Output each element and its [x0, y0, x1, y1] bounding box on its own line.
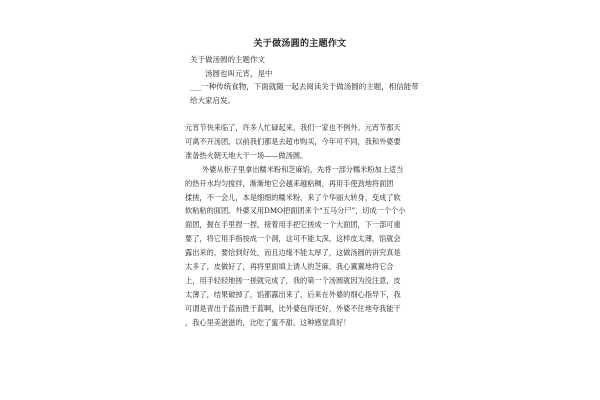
intro-line: 给大家启发。	[190, 95, 235, 105]
document-title: 关于做汤圆的主题作文	[253, 39, 347, 49]
intro-line: 汤圆也叫元宵，是中	[205, 68, 273, 78]
body-line: 准备热火朝天地大干一场——做汤圆。	[185, 150, 308, 160]
body-line: 揉搓，不一会儿，本是细细的糯米粉，来了个华丽大转身，变成了软	[185, 192, 401, 202]
body-line: 太多了，皮做好了，再将里面填上诱人的芝麻，我心翼翼地将它合	[185, 262, 394, 272]
body-line: 可谓是青出于蓝而胜于蓝啊，比外婆包得还好，外婆不住地夸我能干	[185, 303, 401, 313]
body-line: ，我心里美滋滋的，比吃了蜜不甜，这种感觉真好！	[185, 317, 351, 327]
essay-body	[185, 121, 429, 330]
body-line: 元宵节快来临了，许多人忙碌起来，我们一家也不例外。元宵节那天	[185, 123, 401, 132]
body-line: 要了，将它用手指按成一个洞，这可不能太深，这样皮太薄，馅就会	[185, 234, 401, 244]
body-line: 的热开水均匀搅拌，渐渐地它会越来越粘稠，再用手使劲地将面团	[185, 178, 394, 188]
body-line: 可离不开汤团，以前我们都是去超市购买，今年可不同，我和外婆要	[185, 136, 401, 146]
body-line: 外婆从柜子里拿出糯米粉和芝麻馅，先将一部分糯米粉加上适当	[202, 164, 404, 174]
body-line: 软粘粘的面团。外婆又用DMO把面团来个“五马分尸”，切成一个个小	[185, 206, 406, 216]
intro-block	[190, 53, 420, 107]
intro-line: ___一种传统食物，下面就随一起去阅读关于做汤圆的主题，相信能带	[190, 82, 419, 91]
intro-line: 关于做汤圆的主题作文	[190, 55, 265, 64]
body-line: 上，用手轻轻地搓一搓就完成了，我的第一个汤圆就因为没注意，皮	[185, 275, 401, 285]
body-line: 露出来的，要恰到好处，而且边缘不能太厚了，这做汤圆的讲究真是	[185, 248, 401, 258]
body-line: 太薄了，结果破掉了，馅都露出来了，后来在外婆的细心指导下，我	[185, 289, 401, 299]
body-line: 面团，握在手里捏一捏，接着用手把它搓成一个大面团，下一部可重	[185, 220, 401, 230]
